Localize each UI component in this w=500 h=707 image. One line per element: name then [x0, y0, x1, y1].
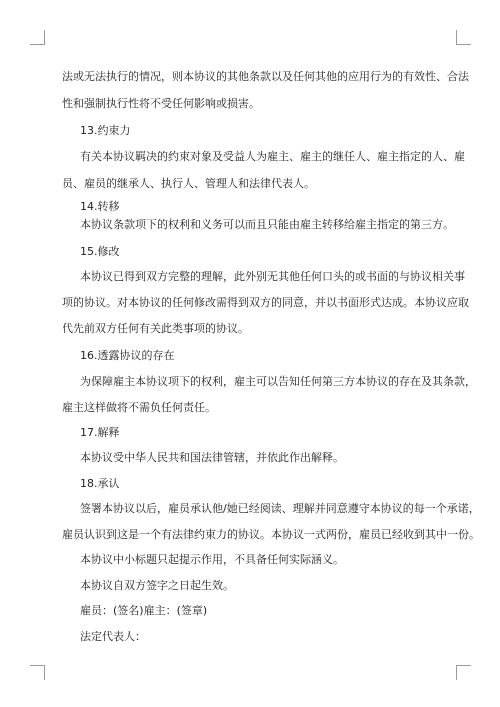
crop-mark-top-left — [30, 30, 45, 45]
body-line: 法或无法执行的情况，则本协议的其他条款以及任何其他的应用行为的有效性、合法 — [62, 70, 469, 83]
section-heading-13: 13.约束力 — [80, 124, 131, 137]
body-line: 本协议条款项下的权利和义务可以而且只能由雇主转移给雇主指定的第三方。 — [80, 218, 454, 231]
section-heading-17: 17.解释 — [80, 426, 120, 439]
section-heading-16: 16.透露协议的存在 — [80, 349, 175, 362]
body-line: 为保障雇主本协议项下的权利，雇主可以告知任何第三方本协议的存在及其条款， — [80, 375, 476, 388]
body-line: 签署本协议以后，雇员承认他/她已经阅读、理解并同意遵守本协议的每一个承诺， — [80, 502, 480, 515]
section-heading-14: 14.转移 — [80, 200, 120, 213]
body-line: 性和强制执行性将不受任何影响或损害。 — [62, 97, 260, 110]
body-line: 本协议受中华人民共和国法律管辖，并依此作出解释。 — [80, 451, 344, 464]
crop-mark-bottom-left — [30, 665, 45, 680]
legal-representative-line: 法定代表人： — [80, 630, 146, 643]
body-line: 本协议中小标题只起提示作用，不具备任何实际涵义。 — [80, 553, 344, 566]
crop-mark-bottom-right — [456, 665, 471, 680]
section-heading-15: 15.修改 — [80, 245, 120, 258]
body-line: 项的协议。对本协议的任何修改需得到双方的同意，并以书面形式达成。本协议应取 — [62, 296, 469, 309]
body-line: 雇员认识到这是一个有法律约束力的协议。本协议一式两份，雇员已经收到其中一份。 — [62, 528, 480, 541]
section-heading-18: 18.承认 — [80, 477, 120, 490]
body-line: 本协议已得到双方完整的理解，此外别无其他任何口头的或书面的与协议相关事 — [80, 270, 465, 283]
body-line: 员、雇员的继承人、执行人、管理人和法律代表人。 — [62, 177, 315, 190]
crop-mark-top-right — [456, 30, 471, 45]
body-line: 有关本协议羁决的约束对象及受益人为雇主、雇主的继任人、雇主指定的人、雇 — [80, 150, 465, 163]
body-line: 本协议自双方签字之日起生效。 — [80, 579, 234, 592]
body-line: 代先前双方任何有关此类事项的协议。 — [62, 322, 249, 335]
signature-line: 雇员：(签名)雇主：(签章) — [80, 604, 208, 617]
body-line: 雇主这样做将不需负任何责任。 — [62, 401, 216, 414]
